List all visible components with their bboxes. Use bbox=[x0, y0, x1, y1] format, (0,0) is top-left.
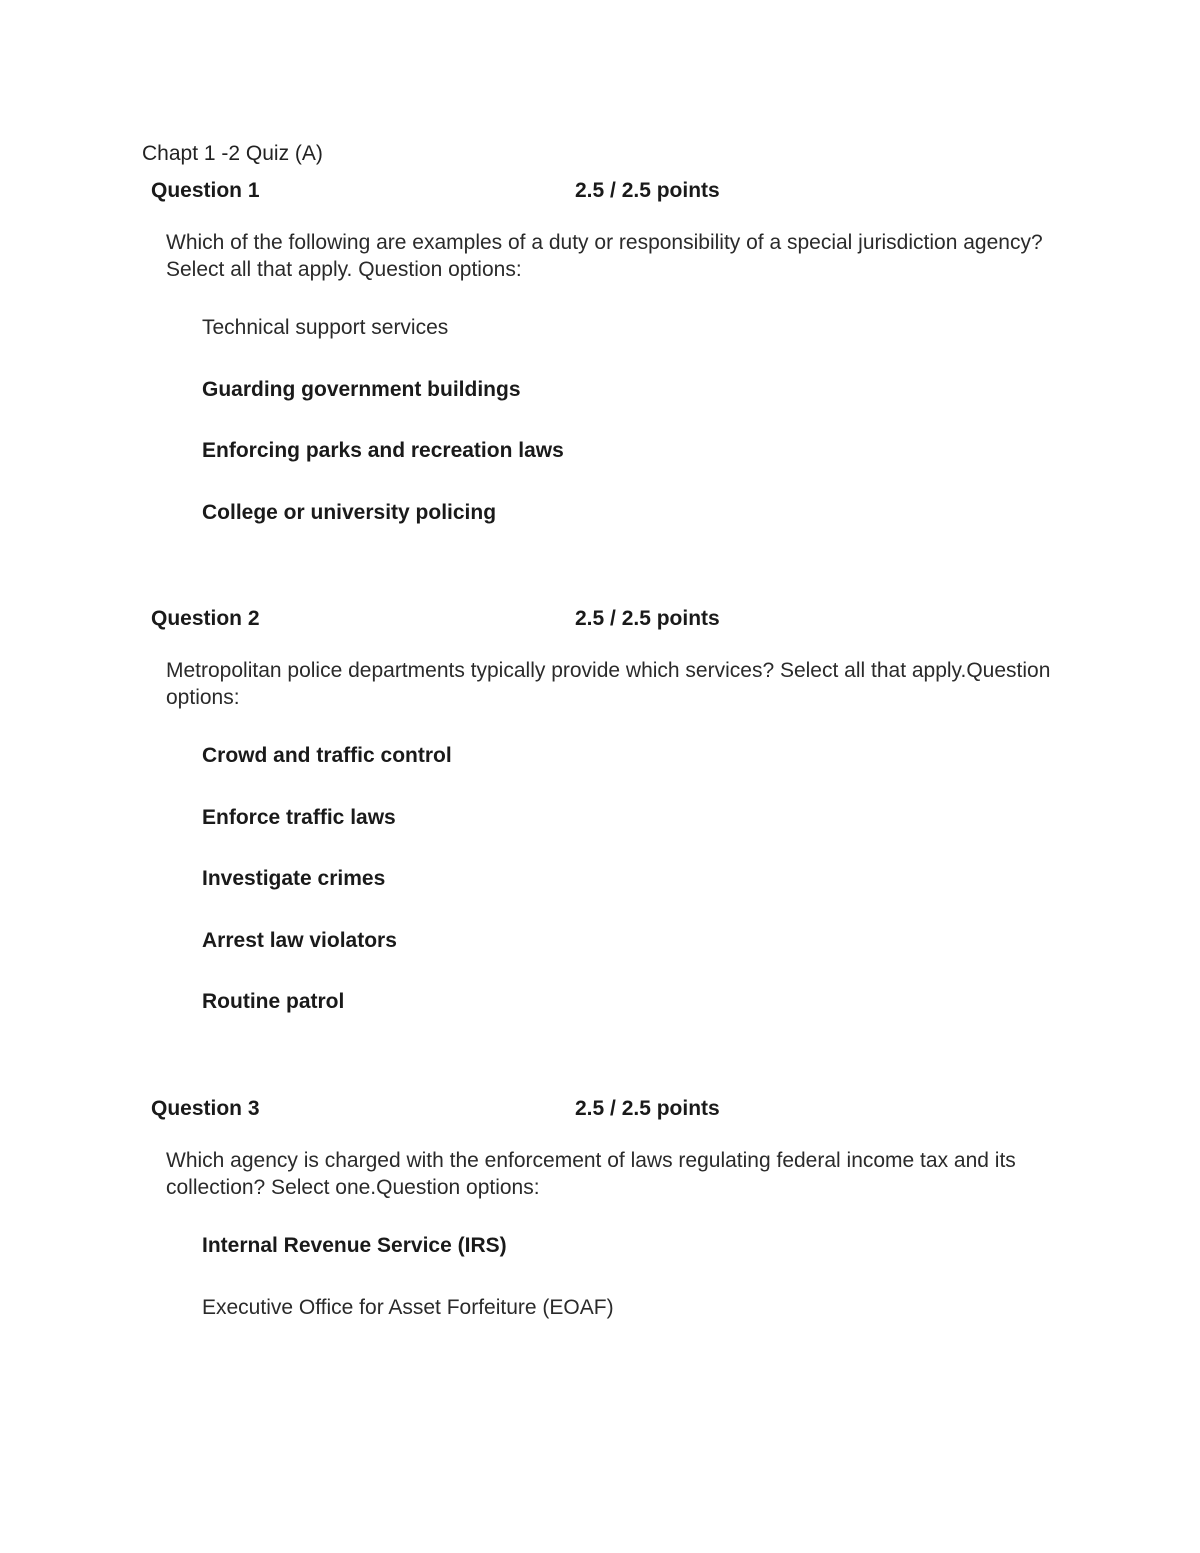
option-investigate-crimes[interactable]: Investigate crimes bbox=[202, 867, 386, 890]
option-executive-office-for-asset-forfeiture[interactable]: Executive Office for Asset Forfeiture (EOAF) bbox=[202, 1295, 614, 1319]
question-points: 2.5 / 2.5 points bbox=[575, 1097, 720, 1120]
question-label: Question 3 bbox=[151, 1097, 260, 1120]
option-internal-revenue-service[interactable]: Internal Revenue Service (IRS) bbox=[202, 1234, 507, 1257]
question-label: Question 1 bbox=[151, 179, 260, 202]
option-crowd-and-traffic-control[interactable]: Crowd and traffic control bbox=[202, 744, 452, 767]
question-points: 2.5 / 2.5 points bbox=[575, 179, 720, 202]
option-routine-patrol[interactable]: Routine patrol bbox=[202, 990, 345, 1013]
option-technical-support-services[interactable]: Technical support services bbox=[202, 316, 449, 339]
question-text: Which agency is charged with the enforcement of laws regulating federal income tax and its collection? Select one.Question options: bbox=[166, 1149, 1016, 1199]
option-enforcing-parks-and-recreation-laws[interactable]: Enforcing parks and recreation laws bbox=[202, 439, 564, 462]
option-college-or-university-policing[interactable]: College or university policing bbox=[202, 500, 497, 524]
question-points: 2.5 / 2.5 points bbox=[575, 607, 720, 630]
question-options bbox=[202, 315, 564, 561]
question-options bbox=[202, 743, 452, 1051]
question-label: Question 2 bbox=[151, 607, 260, 630]
question-text: Which of the following are examples of a duty or responsibility of a special jurisdiction agency? Select all that apply. Question options: bbox=[166, 231, 1043, 281]
document-title: Chapt 1 -2 Quiz (A) bbox=[142, 142, 323, 165]
question-options bbox=[202, 1233, 614, 1356]
option-enforce-traffic-laws[interactable]: Enforce traffic laws bbox=[202, 805, 396, 829]
option-arrest-law-violators[interactable]: Arrest law violators bbox=[202, 928, 397, 952]
question-text: Metropolitan police departments typically provide which services? Select all that apply.Question options: bbox=[166, 659, 1051, 709]
option-guarding-government-buildings[interactable]: Guarding government buildings bbox=[202, 377, 521, 401]
